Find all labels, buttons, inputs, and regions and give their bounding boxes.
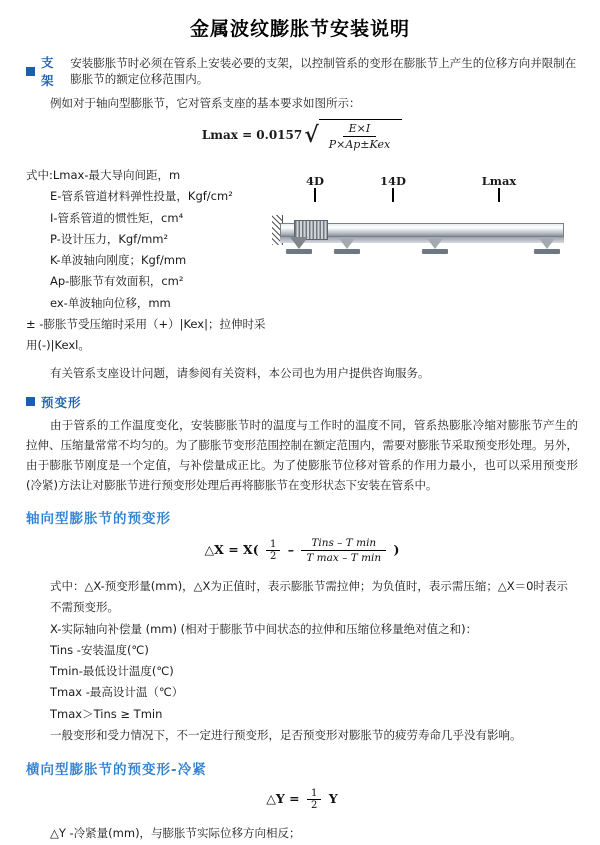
formula-lateral-rhs: Y: [328, 791, 338, 807]
legend-diagram-row: [26, 161, 578, 362]
list-item: X-实际轴向补偿量 (mm) (相对于膨胀节中间状态的拉伸和压缩位移量绝对值之和)：: [50, 621, 478, 636]
pipe-support-diagram: [272, 175, 572, 285]
section-heading-support: [26, 53, 578, 89]
formula-lmax-radical: [304, 119, 402, 151]
list-item: P-设计压力，Kgf/mm²: [50, 231, 169, 246]
support-guide-1: [334, 237, 360, 255]
formula-axial-predeform: [26, 537, 578, 564]
formula-lmax-lhs: Lmax = 0.0157: [201, 128, 303, 143]
support-guide-2: [422, 237, 448, 255]
bullet-square-icon: [26, 67, 35, 76]
lateral-note: △Y -冷紧量(mm)，与膨胀节实际位移方向相反；: [50, 826, 301, 841]
section-heading-predeform: [26, 393, 578, 411]
list-item: ex-单波轴向位移，mm: [50, 295, 171, 310]
list-item: Tins -安装温度(℃): [50, 642, 149, 657]
section-predeform-paragraph: 由于管系的工作温度变化，安装膨胀节时的温度与工作时的温度不同，管系热膨胀冷缩对膨胀节产生的拉伸、压缩量常常不均匀的。为了膨胀节变形范围控制在额定范围内，需要对膨胀节采取预变形处理。另外，由于膨胀节刚度是一个定值，与补偿量成正比。为了使膨胀节位移对管系的作用力最小，也可以采用预变形(冷紧)方法让对膨胀节进行预变形处理后再将膨胀节在变形状态下安装在管系中。: [26, 417, 578, 493]
subsection-heading-axial: 轴向型膨胀节的预变形: [26, 511, 171, 528]
formula-lmax-denominator: P×Ap±Kex: [328, 138, 391, 152]
formula-axial-minus: –: [287, 542, 294, 558]
list-item: K-单波轴向刚度；Kgf/mm: [50, 253, 187, 268]
support-guide-3: [534, 237, 560, 255]
diagram-pipe-assembly: [272, 199, 572, 279]
formula-axial-half: $\frac{1}{2}$: [266, 539, 280, 562]
formula-lateral-lhs: △Y =: [266, 791, 300, 807]
support-anchor: [286, 237, 312, 255]
support-contact-note: 有关管系支座设计问题，请参阅有关资料，本公司也为用户提供咨询服务。: [50, 365, 430, 380]
document-page: [0, 14, 600, 841]
section-heading-predeform-label: 预变形: [41, 394, 82, 410]
axial-notes-list: [26, 576, 578, 746]
section-heading-support-label: 支架: [41, 55, 55, 88]
section-support-paragraph-2: 例如对于轴向型膨胀节，它对管系支座的基本要求如图所示：: [50, 96, 361, 110]
formula-axial-fraction: $\frac{\text{Tins – T min}}{\text{T max – T min}}$: [301, 537, 386, 564]
formula-axial-lhs: △X = X(: [204, 542, 259, 558]
page-title: 金属波纹膨胀节安装说明: [189, 18, 410, 40]
list-item: 式中:Lmax-最大导向间距，m: [26, 168, 181, 183]
document-content: [0, 53, 600, 845]
formula-lmax: [26, 119, 578, 151]
radical-sign-icon: √: [304, 122, 319, 149]
formula-axial-rhs: ): [393, 542, 400, 558]
diagram-dimension-4d: 4D: [284, 175, 346, 202]
subsection-heading-lateral: 横向型膨胀节的预变形-冷紧: [26, 762, 207, 779]
list-item: ± -膨胀节受压缩时采用（+）|Kex|；拉伸时采用(-)|Kexl。: [26, 316, 266, 353]
list-item: E-管系管道材料弹性投量，Kgf/cm²: [50, 189, 233, 204]
list-item: Tmin-最低设计温度(℃): [50, 664, 174, 679]
bullet-square-icon: [26, 397, 35, 406]
list-item: Tmax -最高设计温（℃）: [50, 685, 184, 700]
legend-list: [26, 165, 266, 356]
list-item: I-管系管道的惯性矩，cm⁴: [50, 210, 184, 225]
formula-lmax-numerator: E×I: [343, 122, 377, 137]
list-item: Ap-膨胀节有效面积，cm²: [50, 274, 184, 289]
list-item: Tmax＞Tins ≥ Tmin: [50, 706, 163, 721]
section-support-paragraph-1: 安装膨胀节时必须在管系上安装必要的支架，以控制管系的变形在膨胀节上产生的位移方向并限制在膨胀节的额定位移范围内。: [70, 56, 577, 86]
formula-lateral-coldspring: [26, 788, 578, 811]
diagram-dimension-row: [272, 175, 572, 197]
list-item: 一般变形和受力情况下，不一定进行预变形，足否预变形对膨胀节的疲劳寿命几乎没有影响。: [50, 728, 522, 742]
diagram-dimension-14d: 14D: [350, 175, 436, 202]
diagram-dimension-lmax: Lmax: [440, 175, 558, 202]
diagram-column: [270, 161, 578, 285]
list-item: 式中：△X-预变形量(mm)，△X为正值时，表示膨胀节需拉伸；为负值时，表示需压缩；△X＝0时表示不需预变形。: [50, 579, 568, 615]
formula-lateral-half: $\frac{1}{2}$: [307, 788, 321, 811]
